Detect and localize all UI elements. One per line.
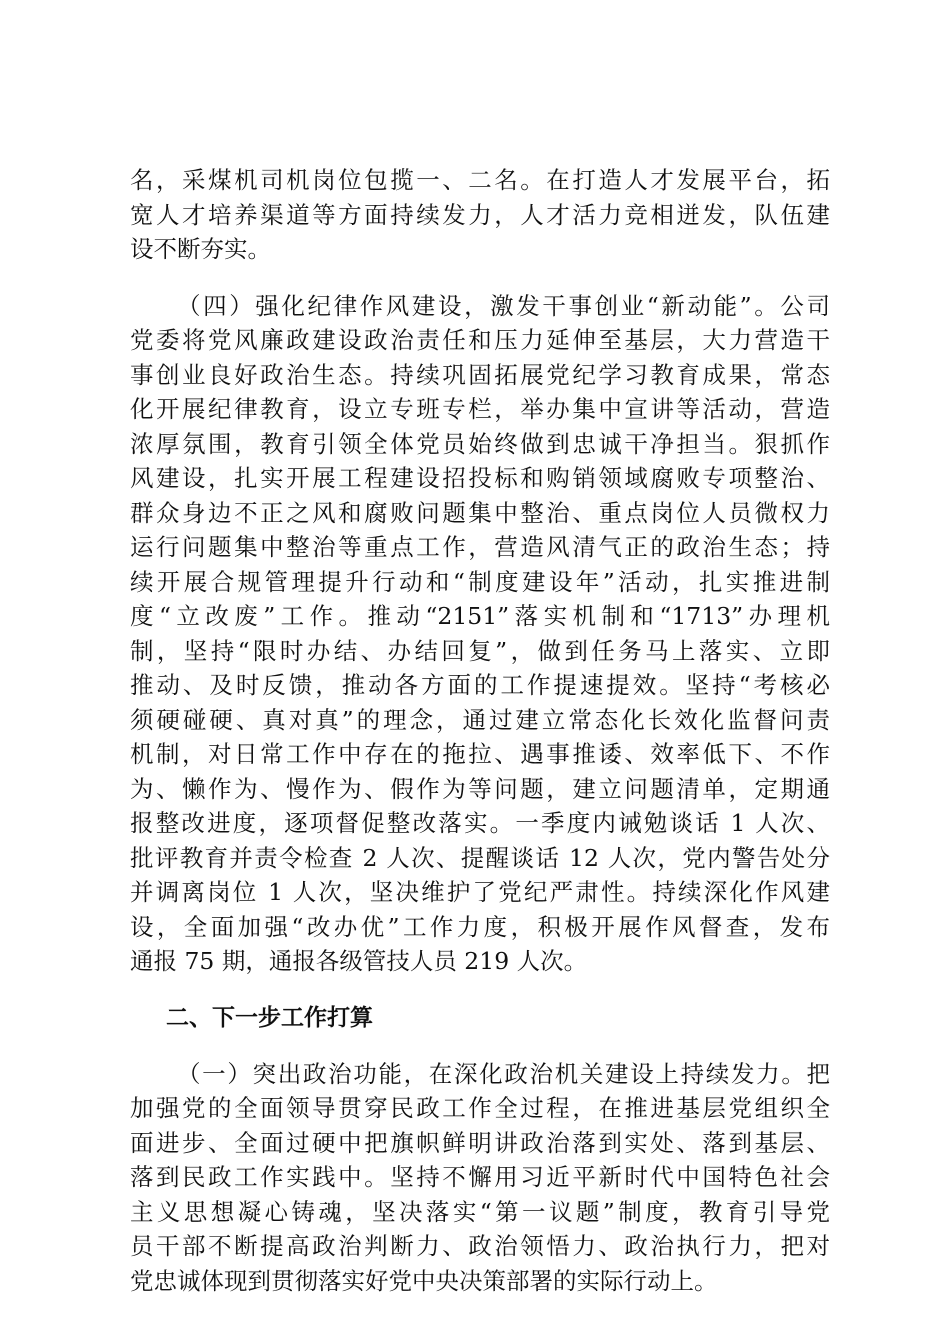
text-line: 名，采煤机司机岗位包揽一、二名。在打造人才发展平台，拓 <box>130 166 830 194</box>
text-line: 事创业良好政治生态。持续巩固拓展党纪学习教育成果，常态 <box>130 360 830 389</box>
text-line: 主义思想凝心铸魂，坚决落实“第一议题”制度，教育引导党 <box>130 1197 830 1226</box>
text-line: 批评教育并责令检查 2 人次、提醒谈话 12 人次，党内警告处分 <box>130 843 830 872</box>
document-page <box>130 163 830 1298</box>
section-heading: 二、下一步工作打算 <box>166 1004 373 1031</box>
text-line: 风建设，扎实开展工程建设招投标和购销领域腐败专项整治、 <box>130 464 830 492</box>
text-line: 须硬碰硬、真对真”的理念，通过建立常态化长效化监督问责 <box>130 705 830 734</box>
text-line: 宽人才培养渠道等方面持续发力，人才活力竞相迸发，队伍建 <box>130 200 830 229</box>
text-line: 度“立改废”工作。推动“2151”落实机制和“1713”办理机 <box>130 602 830 630</box>
text-line: 群众身边不正之风和腐败问题集中整治、重点岗位人员微权力 <box>130 498 830 527</box>
text-line: 设不断夯实。 <box>130 235 271 263</box>
text-line: （一）突出政治功能，在深化政治机关建设上持续发力。把 <box>177 1059 830 1088</box>
text-line: 并调离岗位 1 人次，坚决维护了党纪严肃性。持续深化作风建 <box>130 878 830 906</box>
paragraph-discipline <box>130 289 830 979</box>
text-line: 加强党的全面领导贯穿民政工作全过程，在推进基层党组织全 <box>130 1094 830 1122</box>
text-line: 运行问题集中整治等重点工作，营造风清气正的政治生态；持 <box>130 533 830 561</box>
paragraph-talent <box>130 163 830 267</box>
text-line: 化开展纪律教育，设立专班专栏，举办集中宣讲等活动，营造 <box>130 395 830 423</box>
paragraph-gap <box>130 1035 830 1057</box>
text-line: 机制，对日常工作中存在的拖拉、遇事推诿、效率低下、不作 <box>130 740 830 768</box>
text-line: 浓厚氛围，教育引领全体党员始终做到忠诚干净担当。狠抓作 <box>130 429 830 458</box>
paragraph-political-function <box>130 1057 830 1299</box>
paragraph-gap <box>130 267 830 289</box>
text-line: 员干部不断提高政治判断力、政治领悟力、政治执行力，把对 <box>130 1232 830 1260</box>
text-line: 设，全面加强“改办优”工作力度，积极开展作风督查，发布 <box>130 912 830 941</box>
text-line: 报整改进度，逐项督促整改落实。一季度内诫勉谈话 1 人次、 <box>130 809 830 837</box>
text-line: 推动、及时反馈，推动各方面的工作提速提效。坚持“考核必 <box>130 671 830 699</box>
text-line: 制，坚持“限时办结、办结回复”，做到任务马上落实、立即 <box>130 636 830 665</box>
text-line: 续开展合规管理提升行动和“制度建设年”活动，扎实推进制 <box>130 567 830 596</box>
text-line: 党忠诚体现到贯彻落实好党中央决策部署的实际行动上。 <box>130 1266 718 1295</box>
text-line: 党委将党风廉政建设政治责任和压力延伸至基层，大力营造干 <box>130 326 830 354</box>
paragraph-gap <box>130 979 830 1001</box>
text-line: 为、懒作为、慢作为、假作为等问题，建立问题清单，定期通 <box>130 774 830 803</box>
text-line: 通报 75 期，通报各级管技人员 219 人次。 <box>130 947 588 975</box>
text-line: 面进步、全面过硬中把旗帜鲜明讲政治落到实处、落到基层、 <box>130 1128 830 1157</box>
text-line: （四）强化纪律作风建设，激发干事创业“新动能”。公司 <box>177 291 830 320</box>
text-line: 落到民政工作实践中。坚持不懈用习近平新时代中国特色社会 <box>130 1163 830 1191</box>
